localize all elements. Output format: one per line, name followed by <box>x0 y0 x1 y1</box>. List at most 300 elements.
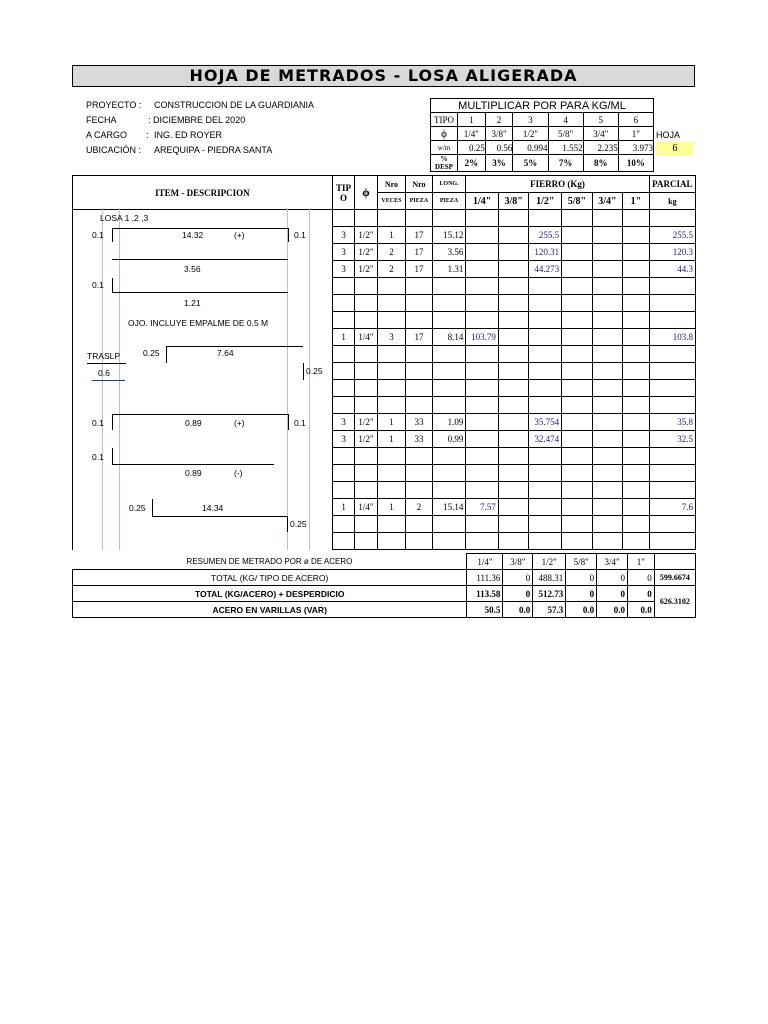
total-cell: 0 <box>503 570 533 586</box>
cell-parcial: 44.3 <box>649 261 695 278</box>
summary-header-row <box>73 554 696 570</box>
cell-f12 <box>529 448 562 465</box>
cell-f34 <box>592 499 623 516</box>
cargo-sep: : <box>146 130 149 140</box>
cell-phi <box>355 465 377 482</box>
cell-f34 <box>592 244 623 261</box>
cell-long <box>432 516 466 533</box>
bar5-hook-right <box>288 414 289 430</box>
bar6-hook <box>112 448 113 464</box>
desp-total-cell: 0 <box>597 586 628 602</box>
cell-veces: 1 <box>377 414 406 431</box>
bar5-right-value: 0.1 <box>294 418 306 428</box>
header-col-1-4: 1/4" <box>466 193 499 210</box>
cell-parcial <box>649 312 695 329</box>
total-cell: 0 <box>566 570 597 586</box>
bar1-length: 14.32 <box>182 230 204 240</box>
hoja-label: HOJA <box>656 130 681 140</box>
cell-f12 <box>529 533 562 550</box>
bar1-left-value: 0.1 <box>92 230 104 240</box>
cell-f58 <box>562 346 593 363</box>
bar4-left-value: 0.25 <box>143 348 160 358</box>
cell-f38 <box>498 516 529 533</box>
header-col-5-8: 5/8" <box>562 193 593 210</box>
hoja-value: 6 <box>656 142 694 156</box>
cell-f58 <box>562 261 593 278</box>
cell-long <box>432 295 466 312</box>
cell-phi <box>355 533 377 550</box>
cell-f38 <box>498 465 529 482</box>
fecha-value: : DICIEMBRE DEL 2020 <box>148 115 246 125</box>
tipo-label: TIPO <box>431 113 458 127</box>
cell-f58 <box>562 431 593 448</box>
cell-f1 <box>623 380 649 397</box>
header-tipo: TIP O <box>332 176 354 210</box>
cell-f1 <box>623 244 649 261</box>
cell-pieza <box>406 448 432 465</box>
bar6-line <box>112 464 274 465</box>
cell-f12: 35.754 <box>529 414 562 431</box>
bar3-line <box>112 292 288 293</box>
cell-f58 <box>562 465 593 482</box>
cell-f12 <box>529 465 562 482</box>
bar7-line <box>152 516 287 517</box>
desp-cell: 2% <box>458 155 486 172</box>
cell-f34 <box>592 295 623 312</box>
var-cell: 0.0 <box>628 602 655 618</box>
cell-f34 <box>592 261 623 278</box>
cell-parcial: 255.5 <box>649 227 695 244</box>
header-long-pieza: PIEZA <box>432 193 466 210</box>
phi-row <box>431 127 654 141</box>
phi-label: ϕ <box>431 127 458 141</box>
cell-phi <box>355 397 377 414</box>
desp-row <box>431 155 654 172</box>
cell-pieza: 33 <box>406 431 432 448</box>
cell-pieza <box>406 380 432 397</box>
cell-tipo <box>332 533 354 550</box>
cell-long <box>432 312 466 329</box>
cell-f34 <box>592 329 623 346</box>
tipo-cell: 6 <box>618 113 653 127</box>
cell-f58 <box>562 482 593 499</box>
peso-cell: 0.25 <box>458 141 486 155</box>
cell-veces <box>377 363 406 380</box>
cell-f12 <box>529 346 562 363</box>
cell-tipo <box>332 363 354 380</box>
diametro-cell: 1/4" <box>458 127 486 141</box>
bar4-bottom-value: 0.6 <box>98 368 110 378</box>
cell-pieza: 17 <box>406 227 432 244</box>
cell-tipo <box>332 312 354 329</box>
cell-long: 3.56 <box>432 244 466 261</box>
cell-f14 <box>466 431 499 448</box>
header-nro-pieza: Nro <box>406 176 432 193</box>
header-fierro: FIERRO (Kg) <box>466 176 649 193</box>
cell-f1 <box>623 312 649 329</box>
summary-col: 1" <box>628 554 655 570</box>
traslp-underline <box>87 363 126 364</box>
grid-line <box>309 208 310 550</box>
cell-f34 <box>592 431 623 448</box>
header-col-1-2: 1/2" <box>529 193 562 210</box>
tipo-row <box>431 113 654 127</box>
cell-phi <box>355 448 377 465</box>
header-kg: kg <box>649 193 695 210</box>
fecha-label: FECHA <box>86 115 117 125</box>
desp-cell: 7% <box>548 155 583 172</box>
bar4-hook-right <box>303 363 304 380</box>
desp-total-cell: 0 <box>566 586 597 602</box>
header-long: LONG. <box>432 176 466 193</box>
cell-parcial: 120.3 <box>649 244 695 261</box>
var-cell: 57.3 <box>533 602 566 618</box>
bar5-hook-left <box>112 414 113 430</box>
cell-tipo: 3 <box>332 261 354 278</box>
cell-parcial <box>649 295 695 312</box>
multiplier-table <box>430 98 654 172</box>
cell-f34 <box>592 380 623 397</box>
bar1-hook-right <box>288 228 289 242</box>
cell-veces <box>377 210 406 227</box>
cell-parcial <box>649 397 695 414</box>
desp-cell: 8% <box>583 155 618 172</box>
cell-long: 15.14 <box>432 499 466 516</box>
cell-f1 <box>623 431 649 448</box>
cell-f34 <box>592 363 623 380</box>
diametro-cell: 1/2" <box>513 127 548 141</box>
diametro-cell: 5/8" <box>548 127 583 141</box>
total-parcial: 599.6674 <box>654 570 695 586</box>
cell-f14 <box>466 414 499 431</box>
cell-f38 <box>498 227 529 244</box>
desp-total-cell: 0 <box>503 586 533 602</box>
cell-phi: 1/4" <box>355 499 377 516</box>
cell-pieza <box>406 295 432 312</box>
cell-pieza <box>406 346 432 363</box>
cargo-value: ING. ED ROYER <box>154 130 223 140</box>
bar1-line <box>112 228 288 229</box>
summary-col: 1/2" <box>533 554 566 570</box>
cell-f12 <box>529 312 562 329</box>
bar3-length: 1.21 <box>184 298 201 308</box>
cell-veces: 3 <box>377 329 406 346</box>
tipo-cell: 2 <box>485 113 513 127</box>
cell-f14: 103.79 <box>466 329 499 346</box>
cell-phi: 1/2" <box>355 414 377 431</box>
bar7-hook-left <box>152 499 153 516</box>
cell-f38 <box>498 346 529 363</box>
cell-long <box>432 363 466 380</box>
tipo-cell: 4 <box>548 113 583 127</box>
summary-table <box>72 553 696 618</box>
tipo-cell: 1 <box>458 113 486 127</box>
sketch-area <box>72 208 328 550</box>
cell-tipo <box>332 516 354 533</box>
cell-parcial <box>649 380 695 397</box>
cell-f34 <box>592 448 623 465</box>
cell-f12 <box>529 363 562 380</box>
table-header-row <box>73 176 696 193</box>
cell-f12 <box>529 380 562 397</box>
tipo-cell: 5 <box>583 113 618 127</box>
cell-veces <box>377 397 406 414</box>
var-cell: 0.0 <box>566 602 597 618</box>
bar4-hook-left <box>166 346 167 363</box>
cell-f38 <box>498 380 529 397</box>
cell-f58 <box>562 312 593 329</box>
cell-f14 <box>466 346 499 363</box>
cell-f38 <box>498 329 529 346</box>
ubicacion-value: AREQUIPA - PIEDRA SANTA <box>154 145 273 155</box>
cell-phi <box>355 482 377 499</box>
cell-f58 <box>562 210 593 227</box>
summary-blank <box>654 554 695 570</box>
cell-f34 <box>592 278 623 295</box>
cell-long <box>432 380 466 397</box>
cell-veces <box>377 516 406 533</box>
cell-f34 <box>592 465 623 482</box>
cell-f34 <box>592 397 623 414</box>
cell-long: 1.31 <box>432 261 466 278</box>
cell-f38 <box>498 295 529 312</box>
cell-f12 <box>529 516 562 533</box>
summary-label: RESUMEN DE METRADO POR ø DE ACERO <box>73 554 467 570</box>
cell-f14 <box>466 363 499 380</box>
cell-veces <box>377 482 406 499</box>
var-label: ACERO EN VARILLAS (VAR) <box>73 602 467 618</box>
proyecto-value: CONSTRUCCION DE LA GUARDIANIA <box>154 100 315 110</box>
summary-col: 5/8" <box>566 554 597 570</box>
cell-f14 <box>466 516 499 533</box>
summary-desp-row <box>73 586 696 602</box>
desp-total-cell: 113.58 <box>467 586 503 602</box>
cell-phi <box>355 346 377 363</box>
cell-veces <box>377 278 406 295</box>
bar5-line <box>112 414 288 415</box>
cell-tipo: 3 <box>332 244 354 261</box>
cell-f1 <box>623 363 649 380</box>
bar4-bottom-line <box>92 380 125 381</box>
header-col-1: 1" <box>623 193 649 210</box>
cell-parcial <box>649 533 695 550</box>
cell-f58 <box>562 278 593 295</box>
cell-tipo <box>332 380 354 397</box>
cell-f58 <box>562 499 593 516</box>
cell-f14 <box>466 533 499 550</box>
bar5-left-value: 0.1 <box>92 418 104 428</box>
bar6-left-value: 0.1 <box>92 452 104 462</box>
cell-f14 <box>466 312 499 329</box>
cell-long: 1.09 <box>432 414 466 431</box>
bar4-length: 7.64 <box>217 348 234 358</box>
cell-f38 <box>498 499 529 516</box>
total-label: TOTAL (KG/ TIPO DE ACERO) <box>73 570 467 586</box>
cell-tipo <box>332 482 354 499</box>
cell-veces: 2 <box>377 261 406 278</box>
desp-total-cell: 512.73 <box>533 586 566 602</box>
cell-phi <box>355 278 377 295</box>
cell-f38 <box>498 261 529 278</box>
cell-phi: 1/2" <box>355 431 377 448</box>
bar7-left-value: 0.25 <box>129 503 146 513</box>
cell-veces <box>377 346 406 363</box>
cell-pieza <box>406 482 432 499</box>
cell-f14 <box>466 227 499 244</box>
cell-parcial: 32.5 <box>649 431 695 448</box>
ojo-note: OJO. INCLUYE EMPALME DE 0.5 M <box>128 318 269 328</box>
peso-cell: 0.994 <box>513 141 548 155</box>
wm-label: w/m <box>431 141 458 155</box>
cell-f12 <box>529 210 562 227</box>
cell-f38 <box>498 210 529 227</box>
summary-col: 1/4" <box>467 554 503 570</box>
cell-long <box>432 346 466 363</box>
diametro-cell: 3/8" <box>485 127 513 141</box>
cell-tipo <box>332 346 354 363</box>
bar4-right-value: 0.25 <box>306 366 323 376</box>
cell-pieza <box>406 278 432 295</box>
cell-long: 15.12 <box>432 227 466 244</box>
header-col-3-4: 3/4" <box>592 193 623 210</box>
cell-f58 <box>562 227 593 244</box>
cell-f34 <box>592 346 623 363</box>
cell-f14 <box>466 261 499 278</box>
cell-phi: 1/4" <box>355 329 377 346</box>
cell-long: 8.14 <box>432 329 466 346</box>
peso-cell: 0.56 <box>485 141 513 155</box>
cell-tipo: 3 <box>332 431 354 448</box>
cell-f12: 44.273 <box>529 261 562 278</box>
cell-phi <box>355 210 377 227</box>
cell-phi: 1/2" <box>355 227 377 244</box>
cell-f1 <box>623 295 649 312</box>
peso-cell: 3.973 <box>618 141 653 155</box>
bar3-left-value: 0.1 <box>92 280 104 290</box>
cell-f14: 7.57 <box>466 499 499 516</box>
cell-f1 <box>623 414 649 431</box>
cell-f12 <box>529 329 562 346</box>
cell-f34 <box>592 414 623 431</box>
cell-tipo <box>332 465 354 482</box>
diametro-cell: 1" <box>618 127 653 141</box>
cell-pieza <box>406 363 432 380</box>
header-phi: ϕ <box>355 176 377 210</box>
cell-phi <box>355 312 377 329</box>
cell-phi: 1/2" <box>355 261 377 278</box>
cell-f14 <box>466 448 499 465</box>
cell-veces: 1 <box>377 431 406 448</box>
bar7-right-value: 0.25 <box>290 519 307 529</box>
bar3-hook <box>112 278 113 292</box>
cell-long <box>432 482 466 499</box>
cell-tipo: 1 <box>332 499 354 516</box>
desp-total-label: TOTAL (KG/ACERO) + DESPERDICIO <box>73 586 467 602</box>
total-cell: 0 <box>628 570 655 586</box>
cell-f1 <box>623 465 649 482</box>
desp-parcial: 626.3102 <box>654 586 695 618</box>
cell-long <box>432 465 466 482</box>
cell-f12 <box>529 397 562 414</box>
cell-parcial <box>649 346 695 363</box>
cell-veces <box>377 380 406 397</box>
cell-parcial <box>649 465 695 482</box>
bar6-length: 0.89 <box>185 468 202 478</box>
cell-phi <box>355 363 377 380</box>
cell-f14 <box>466 397 499 414</box>
header-parcial: PARCIAL <box>649 176 695 193</box>
cell-f14 <box>466 465 499 482</box>
cell-tipo: 3 <box>332 414 354 431</box>
cell-f58 <box>562 533 593 550</box>
cell-parcial <box>649 448 695 465</box>
tipo-cell: 3 <box>513 113 548 127</box>
cell-f14 <box>466 380 499 397</box>
cell-f34 <box>592 533 623 550</box>
summary-total-row <box>73 570 696 586</box>
bar2-line <box>112 259 288 260</box>
multiplier-header: MULTIPLICAR POR PARA KG/ML <box>431 99 654 113</box>
diametro-cell: 3/4" <box>583 127 618 141</box>
cell-pieza: 33 <box>406 414 432 431</box>
cell-pieza <box>406 465 432 482</box>
bar7-length: 14.34 <box>202 503 224 513</box>
total-cell: 111.36 <box>467 570 503 586</box>
cell-f14 <box>466 244 499 261</box>
cell-long <box>432 448 466 465</box>
cell-pieza <box>406 533 432 550</box>
cell-phi <box>355 380 377 397</box>
summary-col: 3/8" <box>503 554 533 570</box>
cell-f38 <box>498 397 529 414</box>
cell-parcial <box>649 516 695 533</box>
cell-f58 <box>562 363 593 380</box>
cell-f12 <box>529 295 562 312</box>
cell-f1 <box>623 397 649 414</box>
cell-f1 <box>623 346 649 363</box>
cell-f38 <box>498 448 529 465</box>
cell-veces <box>377 295 406 312</box>
cell-f58 <box>562 448 593 465</box>
cell-tipo: 3 <box>332 227 354 244</box>
cell-long <box>432 210 466 227</box>
bar5-length: 0.89 <box>185 418 202 428</box>
cell-f38 <box>498 244 529 261</box>
cell-parcial <box>649 278 695 295</box>
header-col-3-8: 3/8" <box>498 193 529 210</box>
cell-f1 <box>623 210 649 227</box>
bar1-hook-left <box>112 228 113 242</box>
cell-phi <box>355 295 377 312</box>
bar2-length: 3.56 <box>184 264 201 274</box>
header-veces: VECES <box>377 193 406 210</box>
cell-f34 <box>592 516 623 533</box>
var-cell: 0.0 <box>597 602 628 618</box>
cell-f58 <box>562 329 593 346</box>
cell-f14 <box>466 295 499 312</box>
cell-f14 <box>466 210 499 227</box>
header-nro-veces: Nro <box>377 176 406 193</box>
desp-cell: 10% <box>618 155 653 172</box>
cell-long: 0.99 <box>432 431 466 448</box>
cell-parcial <box>649 482 695 499</box>
cell-tipo <box>332 448 354 465</box>
cell-veces <box>377 448 406 465</box>
cell-f34 <box>592 312 623 329</box>
proyecto-label: PROYECTO : <box>86 100 142 110</box>
cell-pieza: 17 <box>406 244 432 261</box>
traslp-label: TRASLP <box>87 351 121 361</box>
